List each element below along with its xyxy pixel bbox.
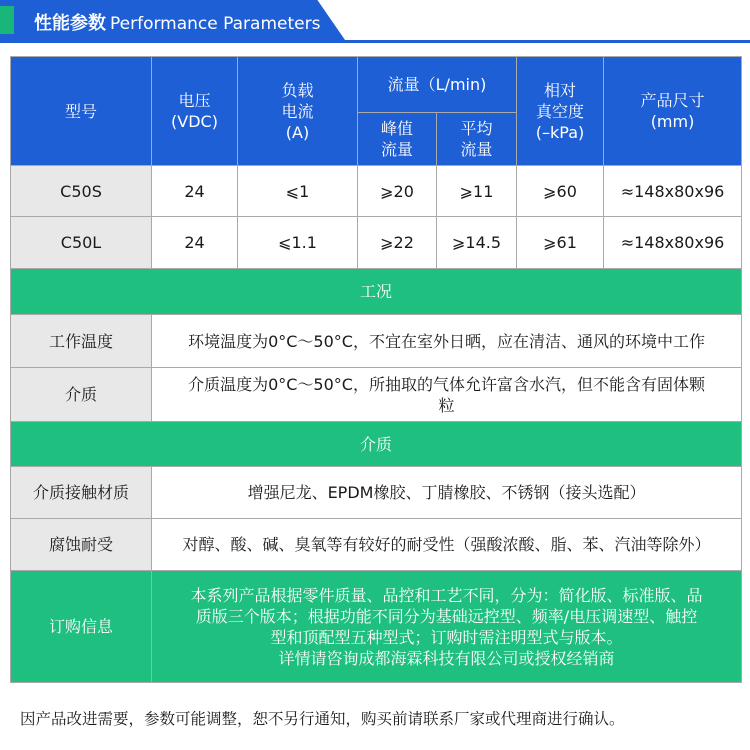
page-title-zh: 性能参数 (34, 13, 106, 34)
table-row (11, 315, 742, 368)
header-accent-bar (0, 6, 14, 34)
col-header-size: 产品尺寸 (mm) (604, 57, 742, 166)
cell-size: ≈148x80x96 (604, 166, 742, 217)
order-info-text: 本系列产品根据零件质量、品控和工艺不同，分为：简化版、标准版、品 质版三个版本；根据功能不同分为基础远控型、频率/电压调速型、触控 型和顶配型五种型式；订购时需注明型式与版本。 详情请咨询成都海霖科技有限公司或授权经销商 (152, 571, 742, 683)
col-header-flow: 流量（L/min) (358, 57, 517, 113)
page-title (34, 9, 320, 35)
cell-vacuum: ⩾61 (517, 217, 604, 269)
row-text: 介质温度为0°C～50°C，所抽取的气体允许富含水汽，但不能含有固体颗 粒 (152, 368, 742, 422)
cell-model: C50L (11, 217, 152, 269)
row-label: 腐蚀耐受 (11, 519, 152, 571)
header-underline (0, 40, 750, 43)
cell-peak-flow: ⩾22 (358, 217, 437, 269)
col-header-voltage: 电压 (VDC) (152, 57, 238, 166)
col-header-avg-flow: 平均 流量 (437, 113, 517, 166)
col-header-peak-flow: 峰值 流量 (358, 113, 437, 166)
cell-size: ≈148x80x96 (604, 217, 742, 269)
col-header-vacuum: 相对 真空度 (–kPa) (517, 57, 604, 166)
table-row (11, 519, 742, 571)
table-row (11, 166, 742, 217)
section-header-conditions: 工况 (11, 269, 742, 315)
table-row (11, 368, 742, 422)
section-header-medium: 介质 (11, 422, 742, 467)
cell-current: ⩽1.1 (238, 217, 358, 269)
table-row (11, 467, 742, 519)
page-title-en: Performance Parameters (110, 14, 321, 34)
cell-current: ⩽1 (238, 166, 358, 217)
row-label: 工作温度 (11, 315, 152, 368)
cell-vacuum: ⩾60 (517, 166, 604, 217)
cell-avg-flow: ⩾14.5 (437, 217, 517, 269)
row-label: 介质 (11, 368, 152, 422)
order-info-row (11, 571, 742, 683)
row-text: 增强尼龙、EPDM橡胶、丁腈橡胶、不锈钢（接头选配） (152, 467, 742, 519)
footer-note: 因产品改进需要，参数可能调整，恕不另行通知，购买前请联系厂家或代理商进行确认。 (20, 710, 625, 728)
col-header-model: 型号 (11, 57, 152, 166)
cell-avg-flow: ⩾11 (437, 166, 517, 217)
row-label: 介质接触材质 (11, 467, 152, 519)
cell-voltage: 24 (152, 166, 238, 217)
cell-model: C50S (11, 166, 152, 217)
cell-voltage: 24 (152, 217, 238, 269)
header-banner (0, 0, 750, 44)
row-text: 对醇、酸、碱、臭氧等有较好的耐受性（强酸浓酸、脂、苯、汽油等除外） (152, 519, 742, 571)
cell-peak-flow: ⩾20 (358, 166, 437, 217)
row-text: 环境温度为0°C～50°C，不宜在室外日晒，应在清洁、通风的环境中工作 (152, 315, 742, 368)
table-row (11, 217, 742, 269)
col-header-current: 负载 电流 (A) (238, 57, 358, 166)
performance-table (10, 56, 742, 683)
order-info-label: 订购信息 (11, 571, 152, 683)
